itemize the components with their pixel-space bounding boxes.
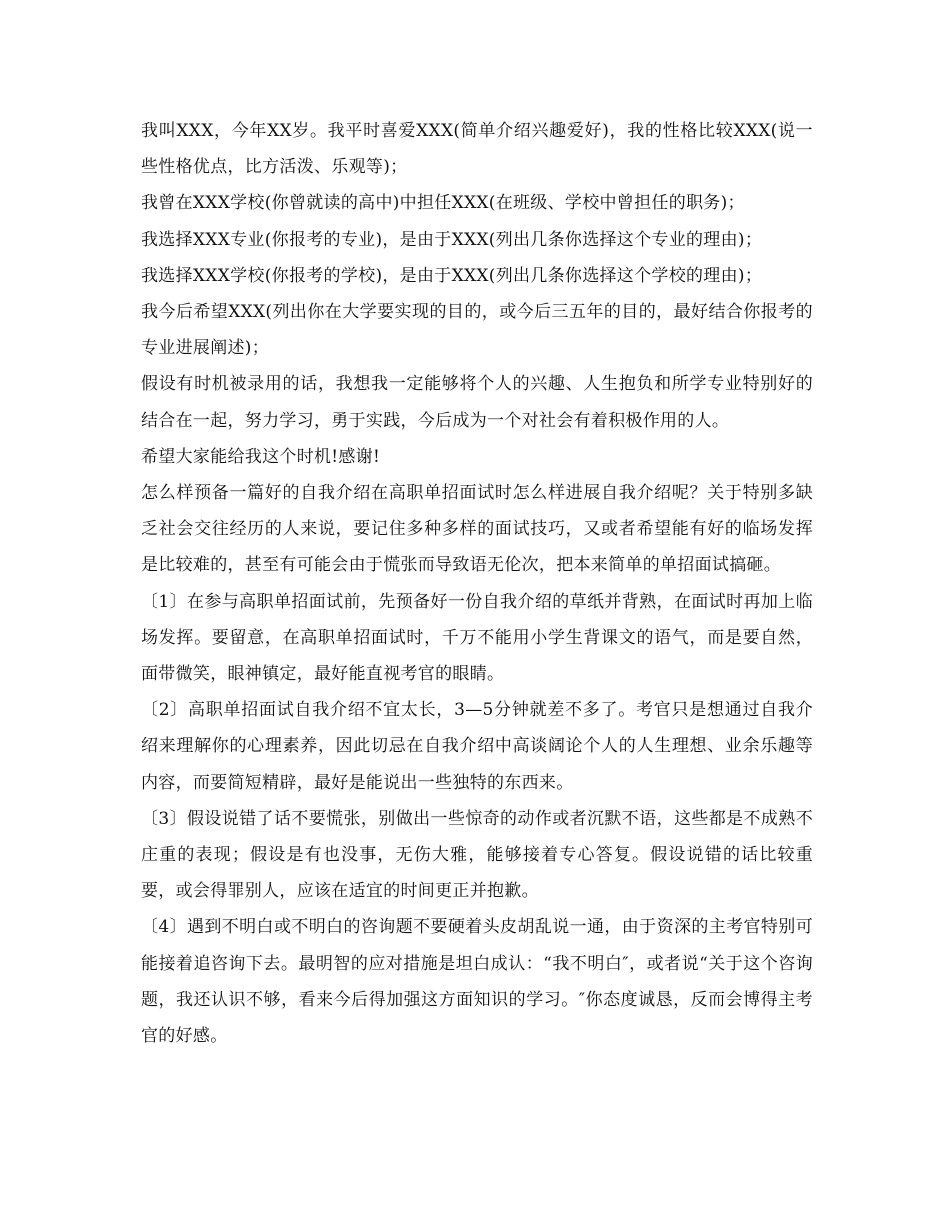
paragraph-tip-4: 〔4〕遇到不明白或不明白的咨询题不要硬着头皮胡乱说一通，由于资深的主考官特别可能接着追咨询下去。最明智的应对措施是坦白成认：“我不明白″，或者说“关于这个咨询题，我还认识不够，看来今后得加强这方面知识的学习。″你态度诚恳，反而会博得主考官的好感。 bbox=[141, 917, 813, 1047]
paragraph-future-goal: 我今后希望XXX(列出你在大学要实现的目的，或今后三五年的目的，最好结合你报考的专业进展阐述)； bbox=[141, 302, 813, 359]
paragraph-how-to-prepare: 怎么样预备一篇好的自我介绍在高职单招面试时怎么样进展自我介绍呢？关于特别多缺乏社会交往经历的人来说，要记住多种多样的面试技巧，又或者希望能有好的临场发挥是比较难的，甚至有可能会由于慌张而导致语无伦次，把本来简单的单招面试搞砸。 bbox=[141, 483, 813, 576]
document-body bbox=[141, 113, 813, 1054]
paragraph-tip-2: 〔2〕高职单招面试自我介绍不宜太长，3—5分钟就差不多了。考官只是想通过自我介绍来理解你的心理素养，因此切忌在自我介绍中高谈阔论个人的人生理想、业余乐趣等内容，而要简短精辟，最好是能说出一些独特的东西来。 bbox=[141, 700, 813, 793]
paragraph-self-intro: 我叫XXX，今年XX岁。我平时喜爱XXX(简单介绍兴趣爱好)，我的性格比较XXX(说一些性格优点，比方活泼、乐观等)； bbox=[141, 121, 813, 178]
paragraph-major-choice: 我选择XXX专业(你报考的专业)，是由于XXX(列出几条你选择这个专业的理由)； bbox=[141, 229, 763, 250]
paragraph-tip-1: 〔1〕在参与高职单招面试前，先预备好一份自我介绍的草纸并背熟，在面试时再加上临场发挥。要留意，在高职单招面试时，千万不能用小学生背课文的语气，而是要自然，面带微笑，眼神镇定，最好能直视考官的眼睛。 bbox=[141, 591, 813, 685]
paragraph-school-role: 我曾在XXX学校(你曾就读的高中)中担任XXX(在班级、学校中曾担任的职务)； bbox=[141, 193, 745, 214]
paragraph-if-admitted: 假设有时机被录用的话，我想我一定能够将个人的兴趣、人生抱负和所学专业特别好的结合在一起，努力学习，勇于实践，今后成为一个对社会有着积极作用的人。 bbox=[141, 374, 813, 431]
paragraph-thanks: 希望大家能给我这个时机!感谢! bbox=[141, 446, 381, 467]
paragraph-tip-3: 〔3〕假设说错了话不要慌张，别做出一些惊奇的动作或者沉默不语，这些都是不成熟不庄重的表现；假设是有也没事，无伤大雅，能够接着专心答复。假设说错的话比较重要，或会得罪别人，应该在适宜的时间更正并抱歉。 bbox=[141, 808, 813, 902]
paragraph-school-choice: 我选择XXX学校(你报考的学校)，是由于XXX(列出几条你选择这个学校的理由)； bbox=[141, 265, 763, 286]
